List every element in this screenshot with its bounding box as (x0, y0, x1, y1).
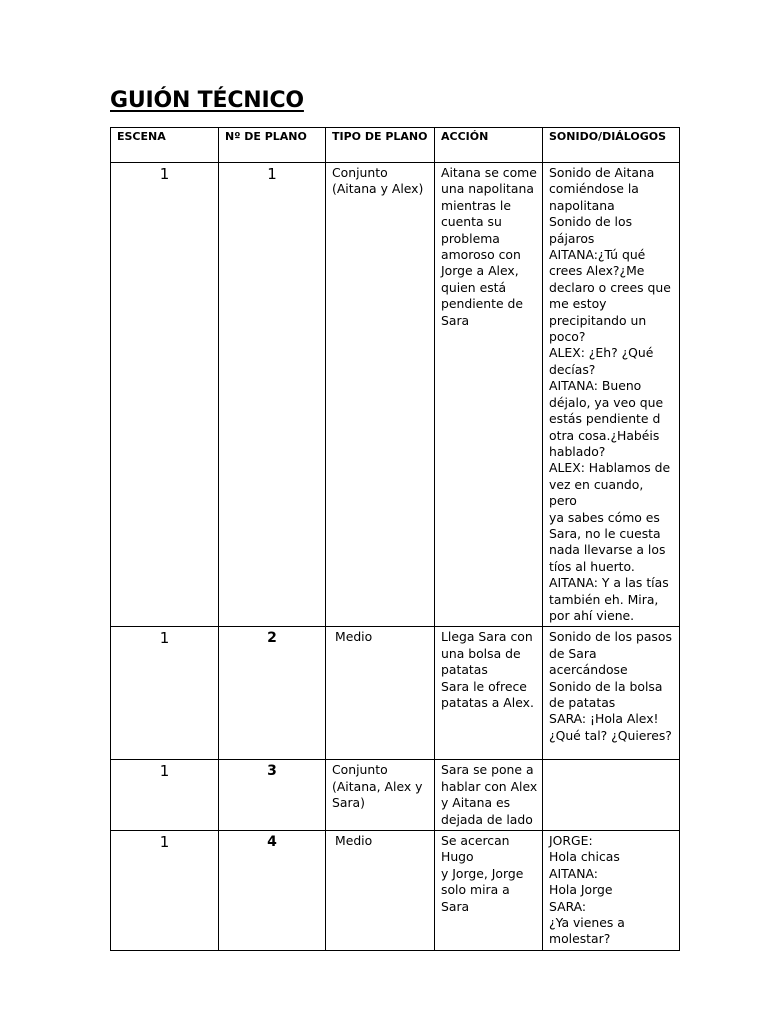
header-sonido-dialogos: SONIDO/DIÁLOGOS (543, 128, 680, 163)
escena-value: 1 (159, 629, 170, 648)
sonido-value: JORGE: Hola chicas AITANA: Hola Jorge SARA: ¿Ya vienes a molestar? (549, 833, 625, 947)
cell-tipo (326, 163, 435, 627)
cell-tipo (326, 831, 435, 951)
page-title: GUIÓN TÉCNICO (110, 88, 304, 113)
accion-value: Llega Sara con una bolsa de patatas Sara le ofrece patatas a Alex. (441, 629, 534, 710)
escena-value: 1 (159, 165, 170, 183)
table-row (111, 627, 680, 760)
accion-value: Se acercan Hugo y Jorge, Jorge solo mira a Sara (441, 833, 524, 914)
cell-sonido (543, 627, 680, 760)
table-row (111, 831, 680, 951)
plano-value: 4 (267, 834, 277, 850)
escena-value: 1 (159, 762, 170, 781)
cell-accion (435, 831, 543, 951)
cell-accion (435, 760, 543, 831)
cell-escena (111, 760, 219, 831)
sonido-value: Sonido de los pasos de Sara acercándose Sonido de la bolsa de patatas SARA: ¡Hola Alex! ¿Qué tal? ¿Quieres? (549, 629, 672, 743)
sonido-value (543, 760, 679, 764)
plano-value: 2 (267, 630, 277, 647)
header-tipo-plano: TIPO DE PLANO (326, 128, 435, 163)
plano-value: 3 (267, 763, 277, 780)
tipo-value: Medio (335, 629, 373, 645)
plano-value: 1 (267, 165, 277, 183)
cell-plano (219, 760, 326, 831)
cell-accion (435, 627, 543, 760)
escena-value: 1 (159, 833, 170, 851)
header-numero-plano: Nº DE PLANO (219, 128, 326, 163)
cell-sonido (543, 163, 680, 627)
cell-escena (111, 627, 219, 760)
cell-escena (111, 163, 219, 627)
technical-script-table (110, 127, 680, 951)
cell-plano (219, 163, 326, 627)
cell-accion (435, 163, 543, 627)
cell-plano (219, 627, 326, 760)
sonido-value: Sonido de Aitana comiéndose la napolitana Sonido de los pájaros AITANA:¿Tú qué crees Alex?¿Me declaro o crees que me estoy precipitando un poco? ALEX: ¿Eh? ¿Qué decías? AITANA: Bueno déjalo, ya veo que estás pendiente d otra cosa.¿Habéis hablado? ALEX: Hablamos de vez en cuando, pero ya sabes cómo es Sara, no le cuesta nada llevarse a los tíos al huerto. AITANA: Y a las tías también eh. Mira, por ahí viene. (549, 165, 671, 623)
cell-tipo (326, 627, 435, 760)
header-accion: ACCIÓN (435, 128, 543, 163)
table-row (111, 760, 680, 831)
accion-value: Sara se pone a hablar con Alex y Aitana es dejada de lado (441, 762, 538, 827)
cell-plano (219, 831, 326, 951)
header-escena: ESCENA (111, 128, 219, 163)
table-row (111, 163, 680, 627)
cell-sonido (543, 760, 680, 831)
accion-value: Aitana se come una napolitana mientras le cuenta su problema amoroso con Jorge a Alex, quien está pendiente de Sara (441, 165, 537, 328)
tipo-value: Conjunto (Aitana, Alex y Sara) (332, 762, 423, 811)
cell-escena (111, 831, 219, 951)
tipo-value: Conjunto (Aitana y Alex) (332, 165, 424, 197)
cell-sonido (543, 831, 680, 951)
cell-tipo (326, 760, 435, 831)
table-header-row (111, 128, 680, 163)
tipo-value: Medio (335, 833, 373, 848)
